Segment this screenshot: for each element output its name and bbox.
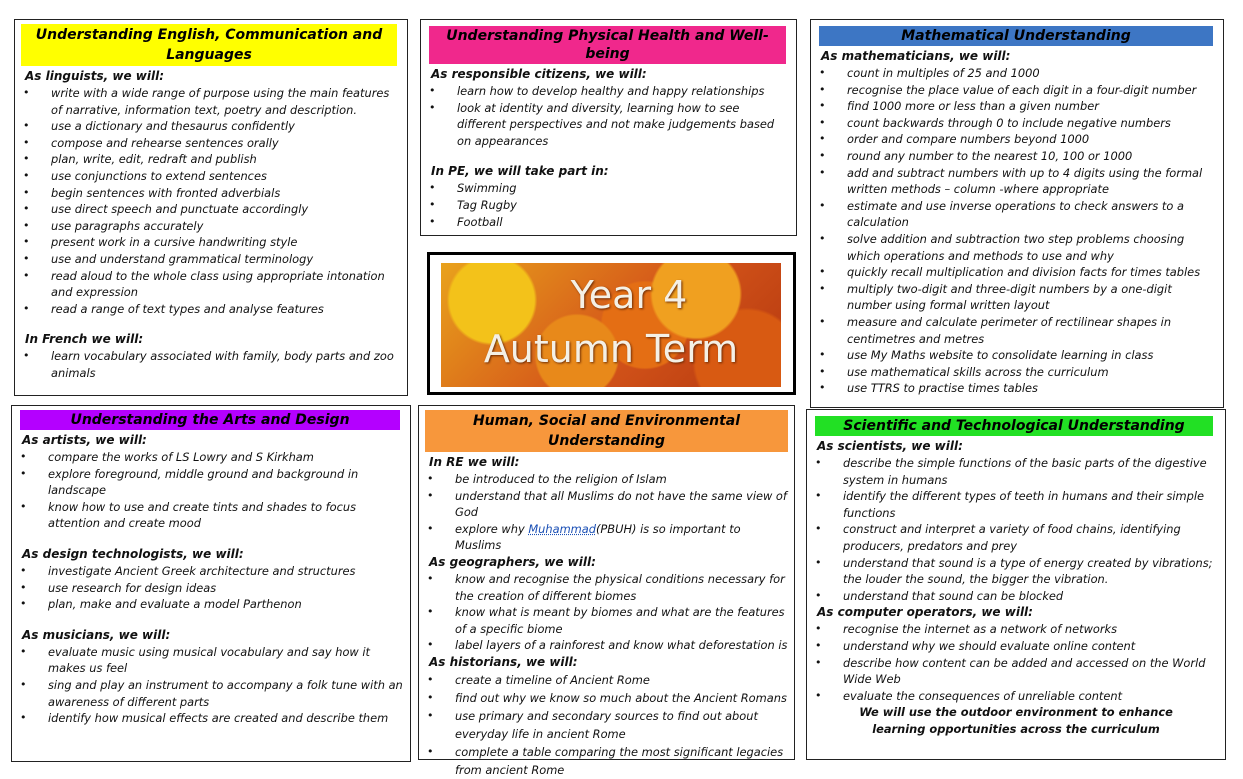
list-item: • Swimming [457, 180, 790, 197]
list-item: • read aloud to the whole class using appropriate intonation and expression [51, 268, 401, 301]
arts-subheading-artists: As artists, we will: [22, 433, 147, 447]
list-item: • understand that sound can be blocked [843, 588, 1219, 605]
humanities-panel [418, 405, 795, 777]
humanities-list-re [419, 471, 794, 554]
list-item: • read a range of text types and analyse features [51, 301, 401, 318]
english-subheading-linguists: As linguists, we will: [25, 69, 165, 83]
health-title: Understanding Physical Health and Well-being [429, 26, 786, 64]
english-list-french [15, 348, 407, 381]
list-item: • use mathematical skills across the curriculum [847, 364, 1219, 381]
science-list-scientists [807, 455, 1225, 604]
list-item: • understand why we should evaluate online content [843, 638, 1219, 655]
autumn-leaves-image [441, 263, 781, 387]
list-item: • multiply two-digit and three-digit numbers by a one-digit number using formal written layout [847, 281, 1219, 314]
health-panel [420, 19, 797, 236]
list-item: • use primary and secondary sources to find out about everyday life in ancient Rome [455, 707, 788, 743]
list-item: • plan, make and evaluate a model Parthenon [48, 596, 404, 613]
list-item: • plan, write, edit, redraft and publish [51, 151, 401, 168]
list-item: • learn how to develop healthy and happy relationships [457, 83, 790, 100]
list-item: • label layers of a rainforest and know what deforestation is [455, 637, 788, 654]
list-item: • compare the works of LS Lowry and S Kirkham [48, 449, 404, 466]
muhammad-link[interactable]: Muhammad [528, 521, 596, 536]
list-item: • use a dictionary and thesaurus confidently [51, 118, 401, 135]
list-item: • evaluate music using musical vocabulary and say how it makes us feel [48, 644, 404, 677]
list-item: • explore foreground, middle ground and background in landscape [48, 466, 404, 499]
arts-panel [11, 405, 411, 762]
list-item: • measure and calculate perimeter of rectilinear shapes in centimetres and metres [847, 314, 1219, 347]
list-item-text: (PBUH) is so important to Muslims [455, 521, 741, 553]
list-item: • complete a table comparing the most significant legacies from ancient Rome [455, 743, 788, 779]
science-title: Scientific and Technological Understanding [815, 416, 1213, 436]
maths-list [811, 65, 1223, 397]
banner-year: Year 4 [570, 273, 688, 317]
arts-list-artists [12, 449, 410, 532]
list-item: • sing and play an instrument to accompany a folk tune with an awareness of different parts [48, 677, 404, 710]
science-subheading-scientists: As scientists, we will: [817, 439, 963, 453]
arts-list-musicians [12, 644, 410, 727]
arts-subheading-design: As design technologists, we will: [22, 546, 244, 561]
list-item: • create a timeline of Ancient Rome [455, 671, 788, 689]
list-item: • learn vocabulary associated with family, body parts and zoo animals [51, 348, 401, 381]
banner-term: Autumn Term [483, 327, 739, 371]
list-item: • construct and interpret a variety of food chains, identifying producers, predators and prey [843, 521, 1219, 554]
health-subheading-pe: In PE, we will take part in: [431, 164, 609, 179]
science-panel [806, 409, 1226, 760]
list-item: • quickly recall multiplication and division facts for times tables [847, 264, 1219, 281]
health-list-pe [421, 180, 796, 230]
list-item: • find 1000 more or less than a given number [847, 98, 1219, 115]
list-item: • compose and rehearse sentences orally [51, 135, 401, 152]
list-item: • identify how musical effects are created and describe them [48, 710, 404, 727]
list-item: • evaluate the consequences of unreliable content [843, 688, 1219, 705]
list-item [455, 521, 788, 554]
english-panel [14, 19, 408, 396]
english-list-linguists [15, 85, 407, 317]
list-item: • investigate Ancient Greek architecture and structures [48, 563, 404, 580]
list-item: • know how to use and create tints and shades to focus attention and create mood [48, 499, 404, 532]
list-item: • know and recognise the physical conditions necessary for the creation of different biomes [455, 571, 788, 604]
maths-title: Mathematical Understanding [819, 26, 1213, 46]
list-item: • find out why we know so much about the Ancient Romans [455, 689, 788, 707]
maths-panel [810, 19, 1224, 408]
science-list-computing [807, 621, 1225, 704]
arts-subheading-musicians: As musicians, we will: [22, 627, 171, 642]
list-item: • use research for design ideas [48, 580, 404, 597]
list-item: • look at identity and diversity, learning how to see different perspectives and not make judgements based on appearances [457, 100, 790, 150]
health-subheading-citizens: As responsible citizens, we will: [431, 67, 647, 81]
list-item: • Tag Rugby [457, 197, 790, 214]
humanities-subheading-re: In RE we will: [429, 455, 520, 469]
health-list-citizens [421, 83, 796, 149]
list-item: • count in multiples of 25 and 1000 [847, 65, 1219, 82]
arts-list-design [12, 563, 410, 613]
list-item: • estimate and use inverse operations to check answers to a calculation [847, 198, 1219, 231]
list-item: • use TTRS to practise times tables [847, 380, 1219, 397]
list-item: • use direct speech and punctuate accordingly [51, 201, 401, 218]
humanities-subheading-geographers: As geographers, we will: [429, 554, 596, 569]
list-item: • present work in a cursive handwriting style [51, 234, 401, 251]
maths-subheading: As mathematicians, we will: [821, 49, 1011, 63]
list-item: • use and understand grammatical terminology [51, 251, 401, 268]
list-item: • be introduced to the religion of Islam [455, 471, 788, 488]
term-banner [427, 252, 796, 395]
humanities-list-historians [419, 671, 794, 779]
english-subheading-french: In French we will: [25, 332, 144, 347]
list-item: • recognise the place value of each digit in a four-digit number [847, 82, 1219, 99]
list-item: • use My Maths website to consolidate learning in class [847, 347, 1219, 364]
list-item: • add and subtract numbers with up to 4 digits using the formal written methods – column -where appropriate [847, 165, 1219, 198]
list-item: • write with a wide range of purpose using the main features of narrative, information text, poetry and description. [51, 85, 401, 118]
list-item: • use conjunctions to extend sentences [51, 168, 401, 185]
science-footer: We will use the outdoor environment to enhance learning opportunities across the curriculum [859, 705, 1173, 736]
list-item: • identify the different types of teeth in humans and their simple functions [843, 488, 1219, 521]
list-item: • describe how content can be added and accessed on the World Wide Web [843, 655, 1219, 688]
list-item: • solve addition and subtraction two step problems choosing which operations and methods to use and why [847, 231, 1219, 264]
arts-title: Understanding the Arts and Design [20, 410, 400, 430]
humanities-list-geographers [419, 571, 794, 654]
list-item: • order and compare numbers beyond 1000 [847, 131, 1219, 148]
list-item: • describe the simple functions of the basic parts of the digestive system in humans [843, 455, 1219, 488]
list-item: • recognise the internet as a network of networks [843, 621, 1219, 638]
science-subheading-computing: As computer operators, we will: [817, 605, 1033, 620]
humanities-subheading-historians: As historians, we will: [429, 654, 578, 669]
list-item: • count backwards through 0 to include negative numbers [847, 115, 1219, 132]
list-item: • round any number to the nearest 10, 100 or 1000 [847, 148, 1219, 165]
list-item: • Football [457, 214, 790, 231]
list-item: • understand that all Muslims do not have the same view of God [455, 488, 788, 521]
list-item: • begin sentences with fronted adverbials [51, 185, 401, 202]
list-item: • know what is meant by biomes and what are the features of a specific biome [455, 604, 788, 637]
list-item: • use paragraphs accurately [51, 218, 401, 235]
list-item-text: explore why [455, 521, 529, 536]
humanities-title: Human, Social and Environmental Understanding [425, 410, 788, 452]
english-title: Understanding English, Communication and Languages [21, 24, 397, 66]
list-item: • understand that sound is a type of energy created by vibrations; the louder the sound, the bigger the vibration. [843, 555, 1219, 588]
